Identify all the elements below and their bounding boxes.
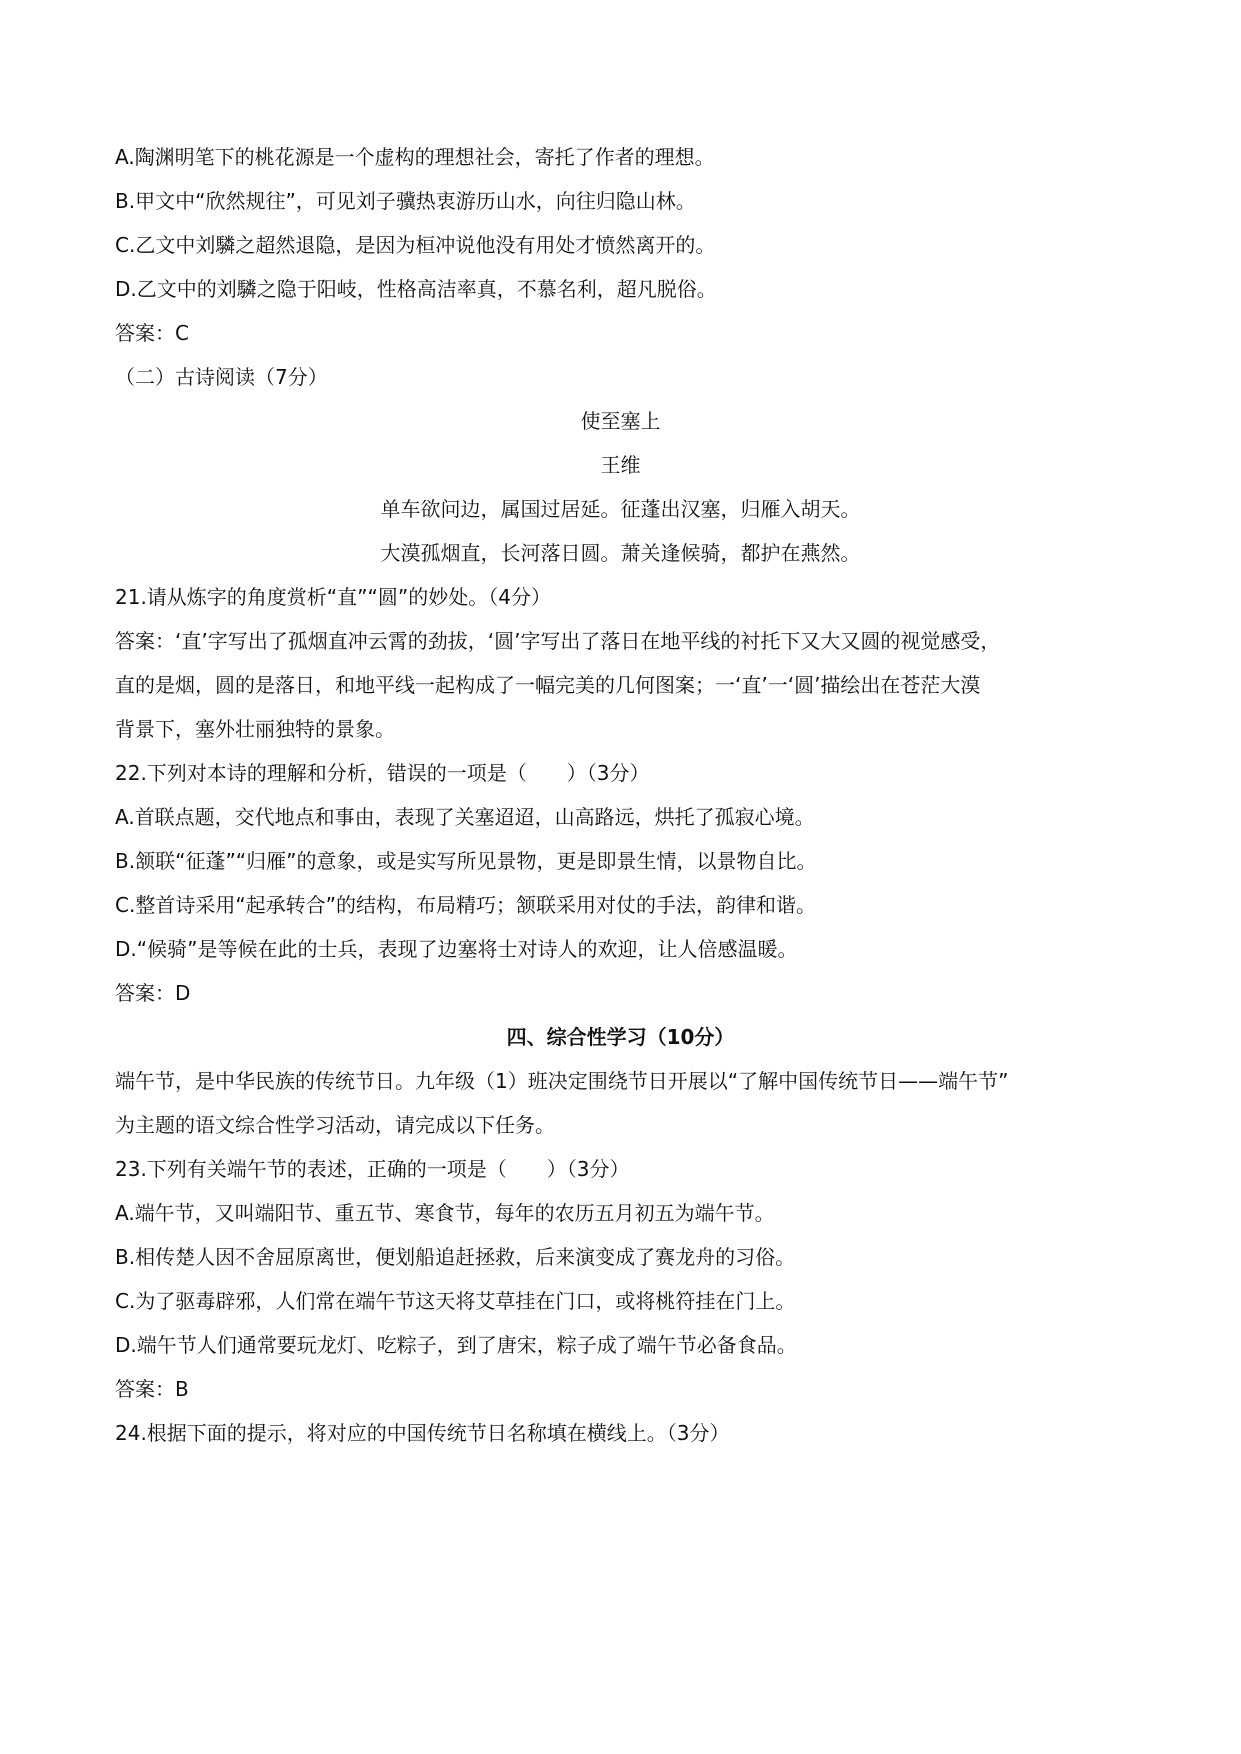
option-c-q23: C.为了驱毒辟邪，人们常在端午节这天将艾草挂在门口，或将桃符挂在门上。 bbox=[115, 1289, 796, 1313]
option-a-q23: A.端午节，又叫端阳节、重五节、寒食节，每年的农历五月初五为端午节。 bbox=[115, 1201, 775, 1225]
intro-line-1: 端午节，是中华民族的传统节日。九年级（1）班决定围绕节日开展以“了解中国传统节日——端午节” bbox=[115, 1069, 1009, 1093]
poem-line-2: 大漠孤烟直，长河落日圆。萧关逢候骑，都护在燕然。 bbox=[380, 541, 861, 565]
option-b-q22: B.颔联“征蓬”“归雁”的意象，或是实写所见景物，更是即景生情，以景物自比。 bbox=[115, 849, 817, 873]
option-c-q22: C.整首诗采用“起承转合”的结构，布局精巧；颔联采用对仗的手法，韵律和谐。 bbox=[115, 893, 817, 917]
option-a-q20: A.陶渊明笔下的桃花源是一个虚构的理想社会，寄托了作者的理想。 bbox=[115, 145, 715, 169]
poem-author: 王维 bbox=[600, 453, 641, 477]
question-23: 23.下列有关端午节的表述，正确的一项是（ ）（3分） bbox=[115, 1157, 630, 1181]
answer-q20: 答案：C bbox=[115, 321, 189, 345]
option-c-q20: C.乙文中刘驎之超然退隐，是因为桓冲说他没有用处才愤然离开的。 bbox=[115, 233, 716, 257]
option-b-q20: B.甲文中“欣然规往”，可见刘子骥热衷游历山水，向往归隐山林。 bbox=[115, 189, 696, 213]
option-d-q20: D.乙文中的刘驎之隐于阳岐，性格高洁率真，不慕名利，超凡脱俗。 bbox=[115, 277, 717, 301]
answer-q21-line-1: 答案：‘直’字写出了孤烟直冲云霄的劲拔，‘圆’字写出了落日在地平线的衬托下又大又圆的视觉感受， bbox=[115, 629, 1001, 653]
intro-line-2: 为主题的语文综合性学习活动，请完成以下任务。 bbox=[115, 1113, 555, 1137]
answer-q23: 答案：B bbox=[115, 1377, 189, 1401]
section-heading-comprehensive: 四、综合性学习（10分） bbox=[506, 1025, 735, 1049]
poem-line-1: 单车欲问边，属国过居延。征蓬出汉塞，归雁入胡天。 bbox=[380, 497, 861, 521]
question-24: 24.根据下面的提示，将对应的中国传统节日名称填在横线上。（3分） bbox=[115, 1421, 730, 1445]
option-b-q23: B.相传楚人因不舍屈原离世，便划船追赶拯救，后来演变成了赛龙舟的习俗。 bbox=[115, 1245, 796, 1269]
answer-q21-line-3: 背景下，塞外壮丽独特的景象。 bbox=[115, 717, 395, 741]
section-heading-poetry: （二）古诗阅读（7分） bbox=[115, 365, 328, 389]
option-d-q22: D.“候骑”是等候在此的士兵，表现了边塞将士对诗人的欢迎，让人倍感温暖。 bbox=[115, 937, 798, 961]
answer-q22: 答案：D bbox=[115, 981, 191, 1005]
question-22: 22.下列对本诗的理解和分析，错误的一项是（ ）（3分） bbox=[115, 761, 650, 785]
option-d-q23: D.端午节人们通常要玩龙灯、吃粽子，到了唐宋，粽子成了端午节必备食品。 bbox=[115, 1333, 797, 1357]
answer-q21-line-2: 直的是烟，圆的是落日，和地平线一起构成了一幅完美的几何图案；一‘直’一‘圆’描绘出在苍茫大漠 bbox=[115, 673, 981, 697]
question-21: 21.请从炼字的角度赏析“直”“圆”的妙处。（4分） bbox=[115, 585, 551, 609]
option-a-q22: A.首联点题，交代地点和事由，表现了关塞迢迢，山高路远，烘托了孤寂心境。 bbox=[115, 805, 815, 829]
poem-title: 使至塞上 bbox=[580, 409, 661, 433]
